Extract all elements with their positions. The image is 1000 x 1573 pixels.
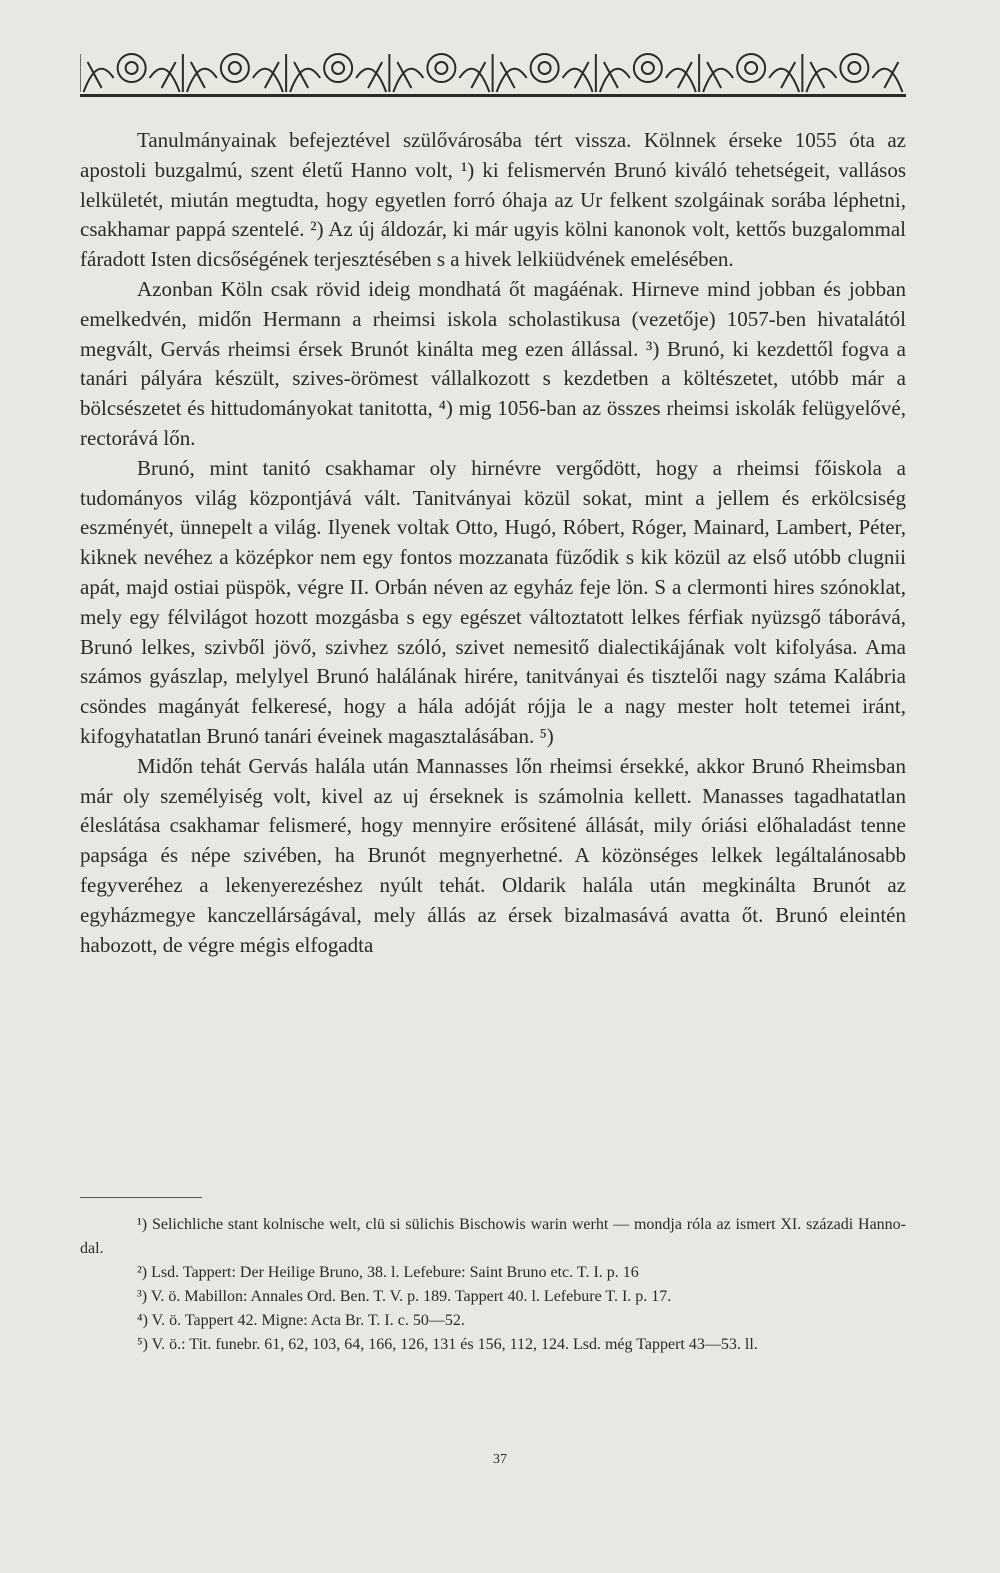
paragraph: Azonban Köln csak rövid ideig mondhatá őt magáénak. Hirneve mind jobban és jobban emelkedvén, midőn Hermann a rheimsi iskola scholastikusa (vezetője) 1057-ben hivatalától megvált, Gervás rheimsi érsek Brunót kinálta meg ezen állással. ³) Brunó, ki kezdettől fogva a tanári pályára készült, szives-örömest vállalkozott s kezdetben a költészetet, utóbb már a bölcsészetet és hittudományokat tanitotta, ⁴) mig 1056-ban az összes rheimsi iskolák felügyelővé, rectorává lőn.: [80, 276, 906, 450]
ornament-flower: [183, 54, 283, 92]
footnote: ⁴) V. ö. Tappert 42. Migne: Acta Br. T. I. c. 50—52.: [137, 1312, 465, 1329]
footnote-divider: [80, 1197, 202, 1198]
footnote: ³) V. ö. Mabillon: Annales Ord. Ben. T. V. p. 189. Tappert 40. l. Lefebure T. I. p. 17.: [137, 1288, 672, 1305]
footnote: ²) Lsd. Tappert: Der Heilige Bruno, 38. l. Lefebure: Saint Bruno etc. T. I. p. 16: [137, 1264, 639, 1281]
ornament-flower: [286, 54, 386, 92]
footnotes: [80, 1213, 906, 1357]
ornament-flower: [80, 54, 180, 92]
paragraph: Brunó, mint tanitó csakhamar oly hirnévre vergődött, hogy a rheimsi főiskola a tudományos világ központjává vált. Tanitványai közül sokat, mint a jellem és erkölcsiség eszményét, ünnepelt a világ. Ilyenek voltak Otto, Hugó, Róbert, Róger, Mainard, Lambert, Péter, kiknek nevéhez a középkor nem egy fontos mozzanata füződik s kik közül az első utóbb clugnii apát, majd ostiai püspök, végre II. Orbán néven az egyház feje lön. S a clermonti hires szónoklat, mely egy félvilágot hozott mozgásba s egy egészet változtatott lelkes férfiak nyüzsgő táborává, Brunó lelkes, szivből jövő, szivhez szóló, szivet nemesitő dialectikájának volt kifolyása. Ama számos gyászlap, melylyel Brunó halálának hirére, tanitványai és tisztelői nagy száma Kalábria csöndes magányát felkeresé, hogy a hála adóját rójja le a nagy mester holt tetemei iránt, kifogyhatatlan Brunó tanári éveinek magasztalásában. ⁵): [80, 455, 906, 748]
footnote: ¹) Selichliche stant kolnische welt, clü si sülichis Bischowis warin werht — mondja róla az ismert XI. századi Hanno-dal.: [80, 1216, 906, 1257]
ornament-flower: [596, 54, 696, 92]
page-number: 37: [493, 1452, 507, 1467]
paragraph: Midőn tehát Gervás halála után Mannasses lőn rheimsi érsekké, akkor Brunó Rheimsban már oly személyiség volt, kivel az uj érseknek is számolnia kellett. Manasses tagadhatatlan éleslátása csakhamar felismeré, hogy mennyire erősitené állását, mily óriási előhaladást tenne papsága és népe szivében, ha Brunót megnyerhetné. A közönséges lelkek legáltalánosabb fegyveréhez a lekenyerezéshez nyúlt tehát. Oldarik halála után megkinálta Brunót az egyházmegye kanczellárságával, mely állás az érsek bizalmasává avatta őt. Brunó eleintén habozott, de végre mégis elfogadta: [80, 753, 906, 957]
floral-border-ornament: [80, 44, 906, 100]
ornament-flower: [389, 54, 489, 92]
main-text: [80, 126, 906, 960]
ornament-flower: [802, 54, 902, 92]
ornament-flower: [493, 54, 593, 92]
ornament-flower: [699, 54, 799, 92]
paragraph: Tanulmányainak befejeztével szülővárosába tért vissza. Kölnnek érseke 1055 óta az apostoli buzgalmú, szent életű Hanno volt, ¹) ki felismervén Brunó kiváló tehetségeit, vallásos lelkületét, miután megtudta, hogy egyetlen forró óhaja az Ur felkent szolgáinak sorába léphetni, csakhamar pappá szentelé. ²) Az új áldozár, ki már ugyis kölni kanonok volt, kettős buzgalommal fáradott Isten dicsőségének terjesztésében s a hivek lelkiüdvének emelésében.: [80, 128, 906, 272]
footnote: ⁵) V. ö.: Tit. funebr. 61, 62, 103, 64, 166, 126, 131 és 156, 112, 124. Lsd. még Tappert 43—53. ll.: [137, 1336, 758, 1353]
